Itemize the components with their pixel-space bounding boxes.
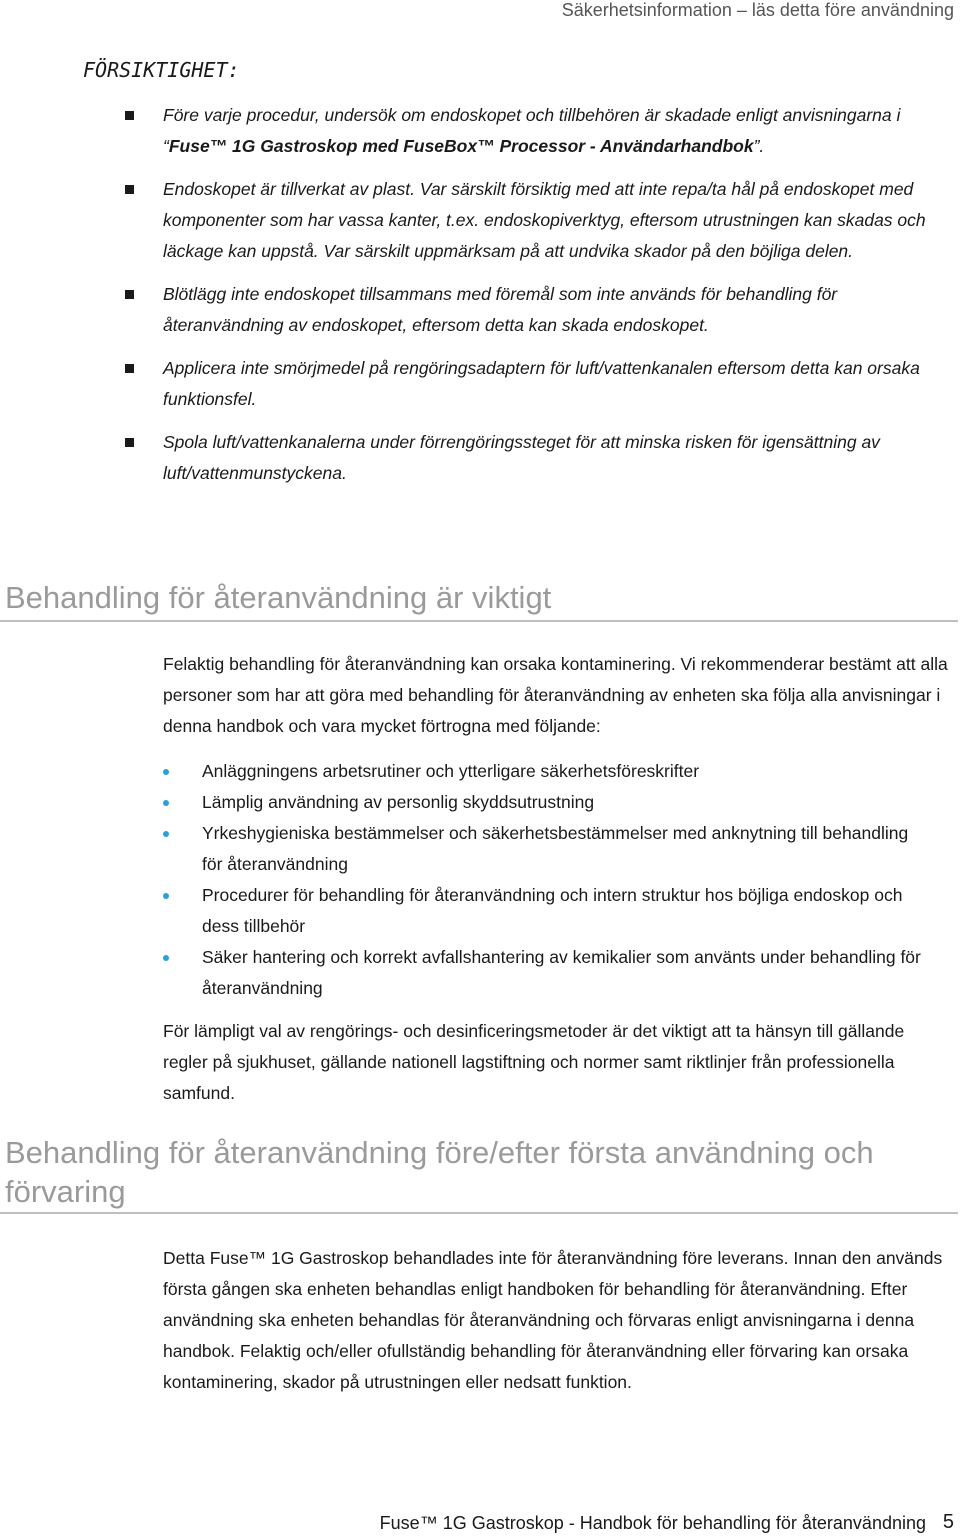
list-item-text: Procedurer för behandling för återanvändning och intern struktur hos böjliga endoskop och dess tillbehör [202, 885, 903, 936]
bullet-dot-icon [163, 769, 169, 775]
bullet-dot-icon [163, 893, 169, 899]
bullet-dot-icon [163, 955, 169, 961]
caution-item-text: Blötlägg inte endoskopet tillsammans med föremål som inte används för behandling för återanvändning av endoskopet, eftersom detta kan skada endoskopet. [163, 284, 838, 335]
heading-rule [0, 1212, 958, 1214]
section-heading-first-use-storage: Behandling för återanvändning före/efter första användning och förvaring [5, 1135, 874, 1209]
caution-list [0, 100, 960, 501]
square-bullet-icon [125, 438, 134, 447]
square-bullet-icon [125, 185, 134, 194]
list-item [0, 818, 960, 880]
heading-rule [0, 620, 958, 622]
list-item-text: Yrkeshygieniska bestämmelser och säkerhetsbestämmelser med anknytning till behandling för återanvändning [202, 823, 909, 874]
list-item [0, 942, 960, 1004]
bullet-dot-icon [163, 800, 169, 806]
caution-item [0, 279, 960, 341]
running-header: Säkerhetsinformation – läs detta före användning [561, 0, 954, 20]
manual-title: Fuse™ 1G Gastroskop med FuseBox™ Processor - Användarhandbok [168, 136, 754, 156]
caution-item [0, 427, 960, 489]
caution-item-text: Applicera inte smörjmedel på rengöringsadaptern för luft/vattenkanalen eftersom detta kan orsaka funktionsfel. [163, 358, 920, 409]
caution-item-text: Endoskopet är tillverkat av plast. Var särskilt försiktig med att inte repa/ta hål på endoskopet med komponenter som har vassa kanter, t.ex. endoskopiverktyg, eftersom utrustningen kan skadas och läckage kan uppstå. Var särskilt uppmärksam på att undvika skador på den böjliga delen. [163, 179, 926, 261]
list-item-text: Anläggningens arbetsrutiner och ytterligare säkerhetsföreskrifter [202, 761, 700, 781]
page-number: 5 [942, 1511, 954, 1533]
caution-item-text-end: ”. [753, 136, 765, 156]
list-item [0, 787, 960, 818]
section1-intro: Felaktig behandling för återanvändning kan orsaka kontaminering. Vi rekommenderar bestämt att alla personer som har att göra med behandling för återanvändning av enheten ska följa alla anvisningar i denna handbok och vara mycket förtrogna med följande: [163, 654, 948, 736]
caution-item-text: Spola luft/vattenkanalerna under förrengöringssteget för att minska risken för igensättning av luft/vattenmunstyckena. [163, 432, 880, 483]
footer-title: Fuse™ 1G Gastroskop - Handbok för behandling för återanvändning [379, 1513, 926, 1533]
caution-title: FÖRSIKTIGHET: [83, 58, 240, 82]
section-heading-reprocessing-important: Behandling för återanvändning är viktigt [5, 580, 552, 615]
list-item-text: Säker hantering och korrekt avfallshantering av kemikalier som använts under behandling för återanvändning [202, 947, 921, 998]
list-item [0, 756, 960, 787]
section1-closing: För lämpligt val av rengörings- och desinficeringsmetoder är det viktigt att ta hänsyn till gällande regler på sjukhuset, gällande nationell lagstiftning och normer samt riktlinjer från professionella samfund. [163, 1021, 905, 1103]
caution-item [0, 353, 960, 415]
square-bullet-icon [125, 111, 134, 120]
caution-item-text: Före varje procedur, undersök om endoskopet och tillbehören är skadade enligt anvisningarna i “ [163, 105, 901, 156]
caution-item [0, 100, 960, 162]
section2-body: Detta Fuse™ 1G Gastroskop behandlades inte för återanvändning före leverans. Innan den används första gången ska enheten behandlas enligt handboken för behandling för återanvändning. Efter användning ska enheten behandlas för återanvändning och förvaras enligt anvisningarna i denna handbok. Felaktig och/eller ofullständig behandling för återanvändning eller förvaring kan orsaka kontaminering, skador på utrustningen eller nedsatt funktion. [163, 1248, 943, 1392]
list-item [0, 880, 960, 942]
bullet-list [0, 756, 960, 1004]
list-item-text: Lämplig användning av personlig skyddsutrustning [202, 792, 595, 812]
square-bullet-icon [125, 290, 134, 299]
caution-item [0, 174, 960, 267]
square-bullet-icon [125, 364, 134, 373]
bullet-dot-icon [163, 831, 169, 837]
